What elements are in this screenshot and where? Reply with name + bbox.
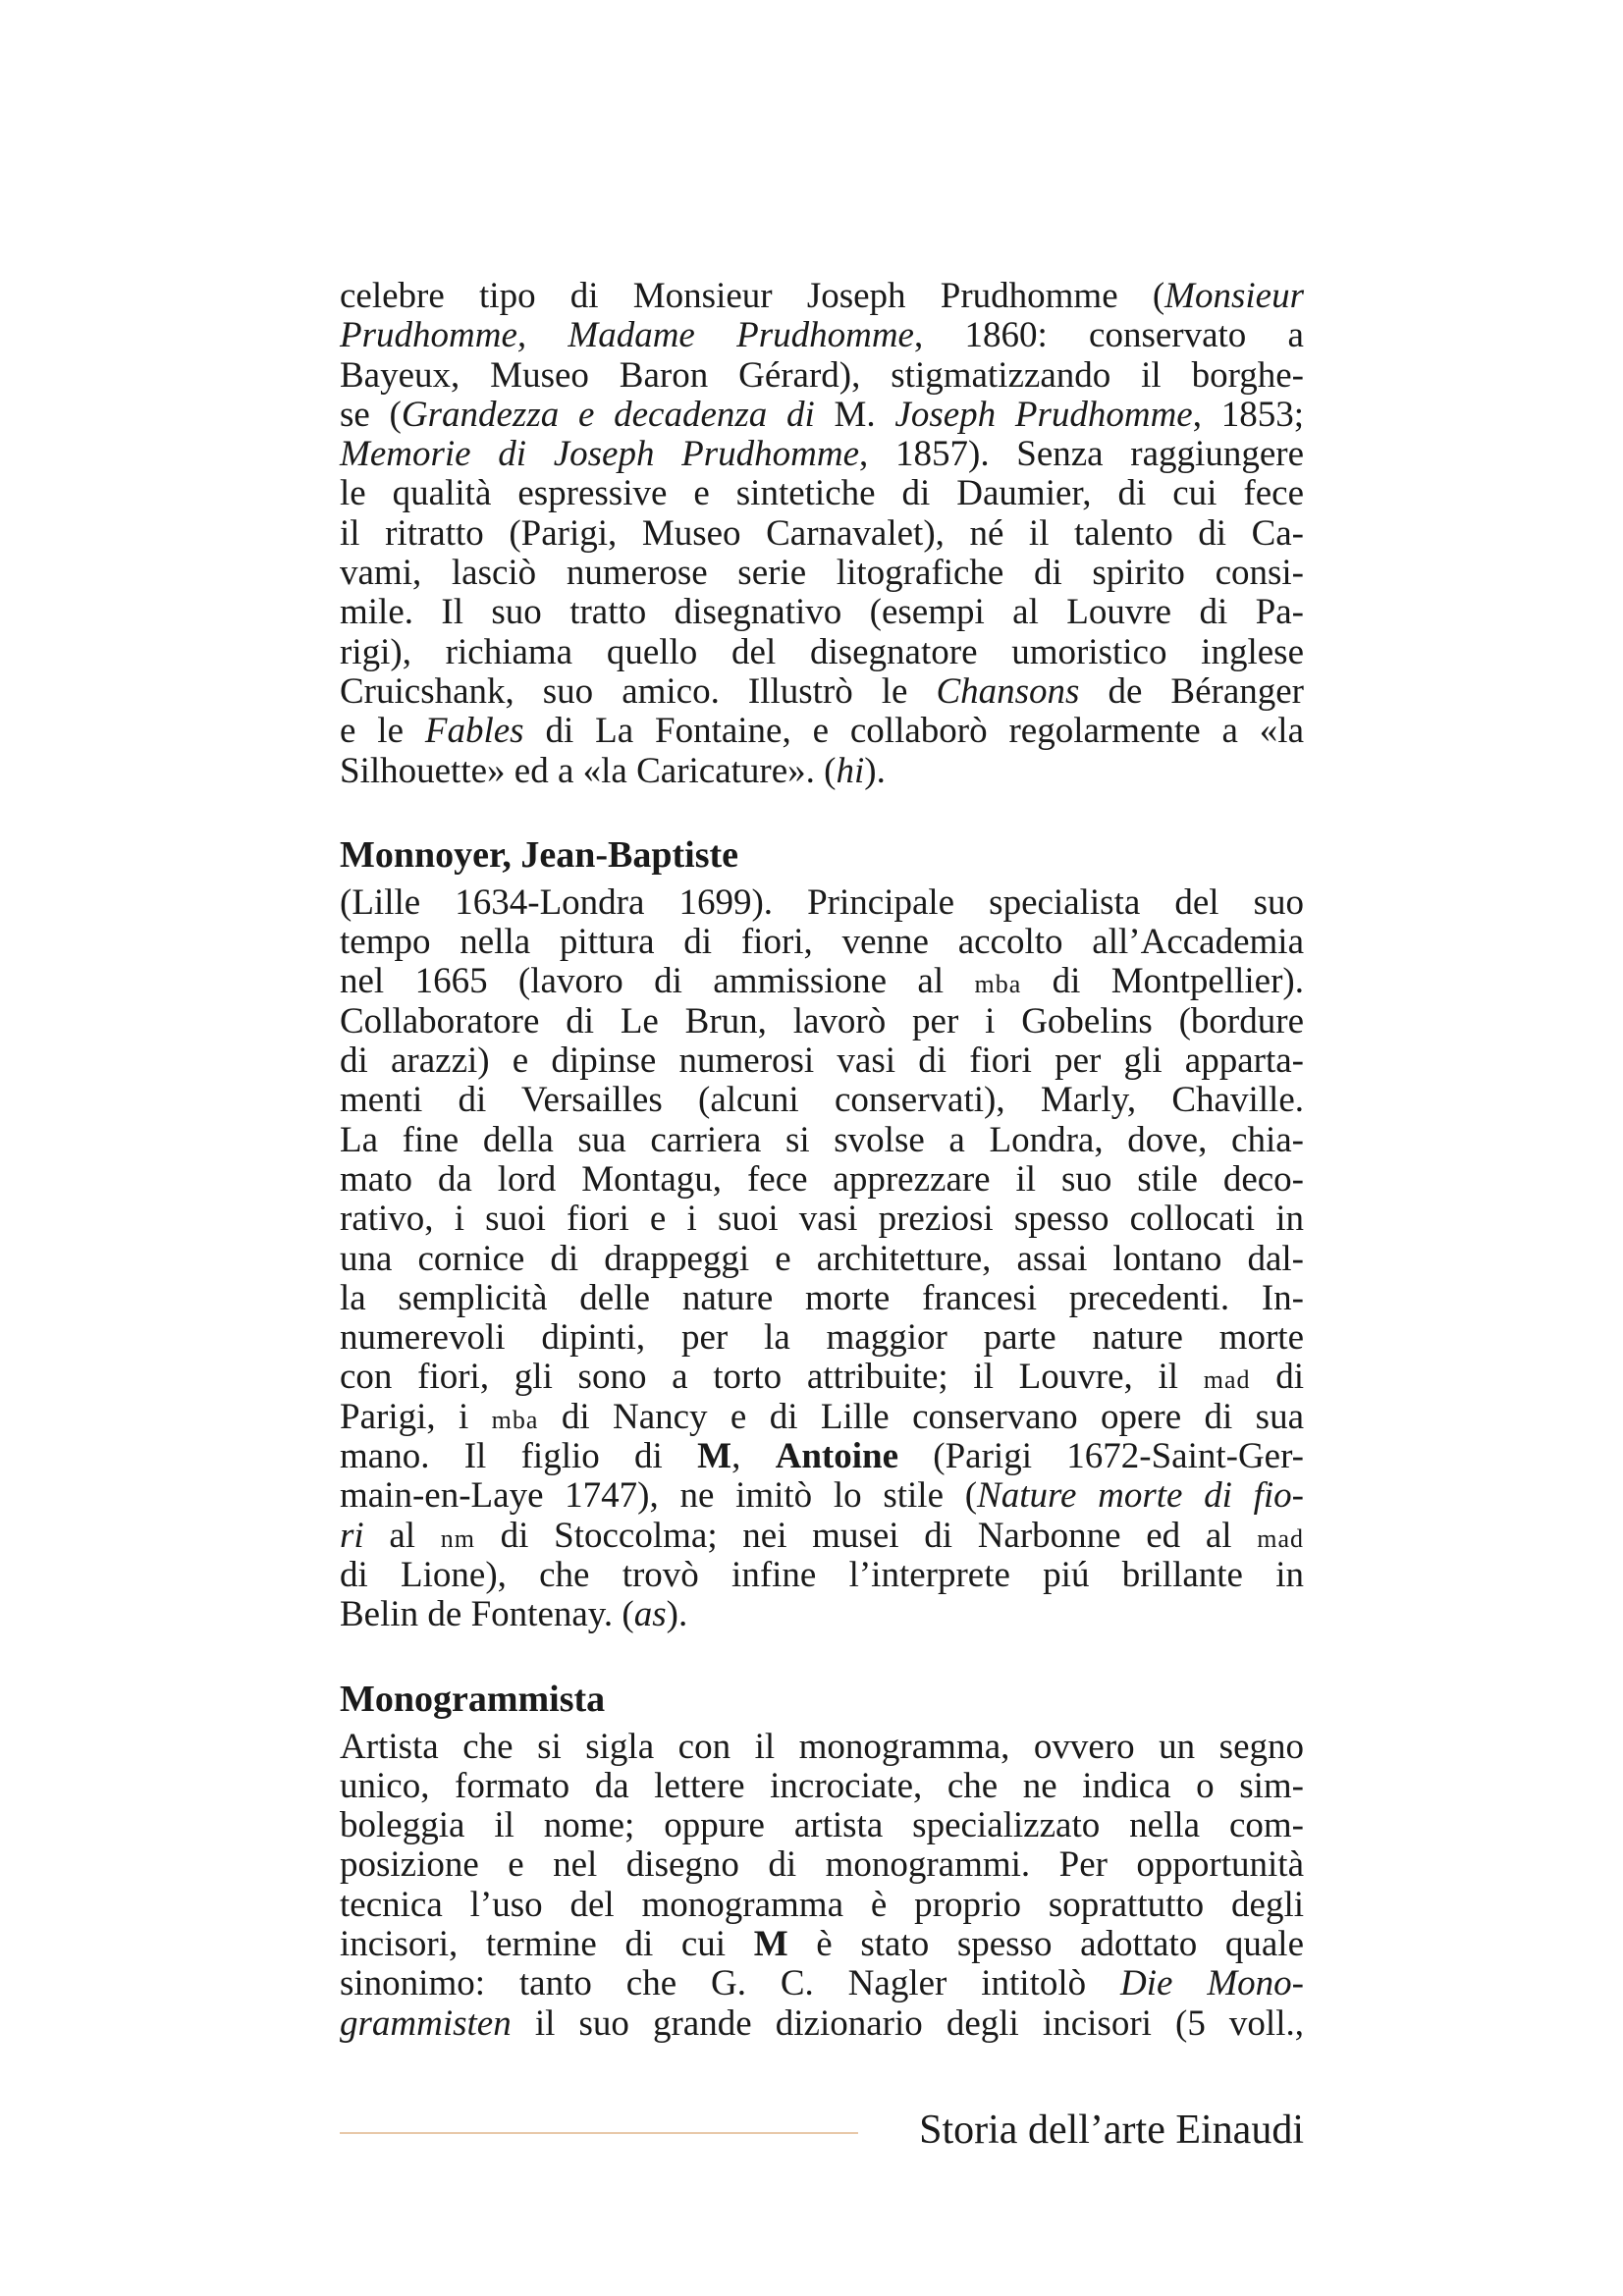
entry-monnoyer [340, 834, 1304, 1635]
text-line: Cruicshank, suo amico. Illustrò le Chansons de Béranger [340, 670, 1304, 712]
entry-heading: Monogrammista [340, 1678, 606, 1720]
text-line: una cornice di drappeggi e architetture, assai lontano dal- [340, 1238, 1304, 1279]
text-line: il ritratto (Parigi, Museo Carnavalet), né il talento di Ca- [340, 512, 1304, 554]
page-footer [340, 2101, 1304, 2160]
text-line: mile. Il suo tratto disegnativo (esempi al Louvre di Pa- [340, 592, 1304, 633]
text-line: vami, lasciò numerose serie litografiche di spirito consi- [340, 553, 1304, 594]
entry-prudhomme-continuation [340, 277, 1304, 791]
text-line: ri al nm di Stoccolma; nei musei di Narbonne ed al mad [340, 1515, 1305, 1556]
text-line: mano. Il figlio di M, Antoine (Parigi 1672-Saint-Ger- [340, 1436, 1305, 1477]
text-line: Prudhomme, Madame Prudhomme, 1860: conservato a [340, 315, 1304, 356]
text-line: Memorie di Joseph Prudhomme, 1857). Senza raggiungere [340, 434, 1304, 475]
text-line: unico, formato da lettere incrociate, che ne indica o sim- [340, 1765, 1304, 1806]
footer-rule [340, 2132, 858, 2134]
text-line: tempo nella pittura di fiori, venne accolto all’Accademia [340, 922, 1304, 963]
text-line: Parigi, i mba di Nancy e di Lille conservano opere di sua [340, 1396, 1304, 1437]
text-line: sinonimo: tanto che G. C. Nagler intitolò Die Mono- [340, 1963, 1304, 2004]
entry-monogrammista [340, 1679, 1304, 2044]
text-line: incisori, termine di cui M è stato spesso adottato quale [340, 1923, 1304, 1964]
text-line: la semplicità delle nature morte francesi precedenti. In- [340, 1277, 1304, 1318]
text-line: con fiori, gli sono a torto attribuite; il Louvre, il mad di [340, 1357, 1304, 1398]
text-line: Silhouette» ed a «la Caricature». (hi). [340, 750, 886, 791]
footer-title: Storia dell’arte Einaudi [919, 2108, 1304, 2153]
text-line: tecnica l’uso del monogramma è proprio soprattutto degli [340, 1884, 1304, 1925]
text-line: main-en-Laye 1747), ne imitò lo stile (Nature morte di fio- [340, 1475, 1304, 1517]
text-line: se (Grandezza e decadenza di M. Joseph Prudhomme, 1853; [340, 394, 1304, 435]
text-line: menti di Versailles (alcuni conservati), Marly, Chaville. [340, 1080, 1304, 1121]
text-line: La fine della sua carriera si svolse a Londra, dove, chia- [340, 1119, 1304, 1160]
text-line: Collaboratore di Le Brun, lavorò per i Gobelins (bordure [340, 1000, 1304, 1041]
text-line: boleggia il nome; oppure artista specializzato nella com- [340, 1805, 1304, 1846]
text-line: e le Fables di La Fontaine, e collaborò regolarmente a «la [340, 711, 1305, 752]
text-line: Bayeux, Museo Baron Gérard), stigmatizzando il borghe- [340, 354, 1304, 396]
text-line: le qualità espressive e sintetiche di Daumier, di cui fece [340, 473, 1304, 514]
text-line: (Lille 1634-Londra 1699). Principale specialista del suo [340, 881, 1304, 923]
text-line: Belin de Fontenay. (as). [340, 1594, 688, 1635]
text-line: rigi), richiama quello del disegnatore umoristico inglese [340, 631, 1304, 672]
page-body [340, 277, 1304, 2044]
text-line: celebre tipo di Monsieur Joseph Prudhomme (Monsieur [340, 276, 1304, 316]
text-line: mato da lord Montagu, fece apprezzare il suo stile deco- [340, 1158, 1304, 1200]
text-line: numerevoli dipinti, per la maggior parte nature morte [340, 1317, 1304, 1359]
entry-heading: Monnoyer, Jean-Baptiste [340, 833, 739, 876]
text-line: di Lione), che trovò infine l’interprete piú brillante in [340, 1554, 1304, 1595]
text-line: posizione e nel disegno di monogrammi. Per opportunità [340, 1844, 1304, 1886]
text-line: nel 1665 (lavoro di ammissione al mba di Montpellier). [340, 961, 1304, 1002]
text-line: Artista che si sigla con il monogramma, ovvero un segno [340, 1726, 1304, 1767]
text-line: rativo, i suoi fiori e i suoi vasi preziosi spesso collocati in [340, 1199, 1304, 1240]
text-line: di arazzi) e dipinse numerosi vasi di fiori per gli apparta- [340, 1041, 1304, 1082]
text-line: grammisten il suo grande dizionario degli incisori (5 voll., [340, 2002, 1304, 2044]
